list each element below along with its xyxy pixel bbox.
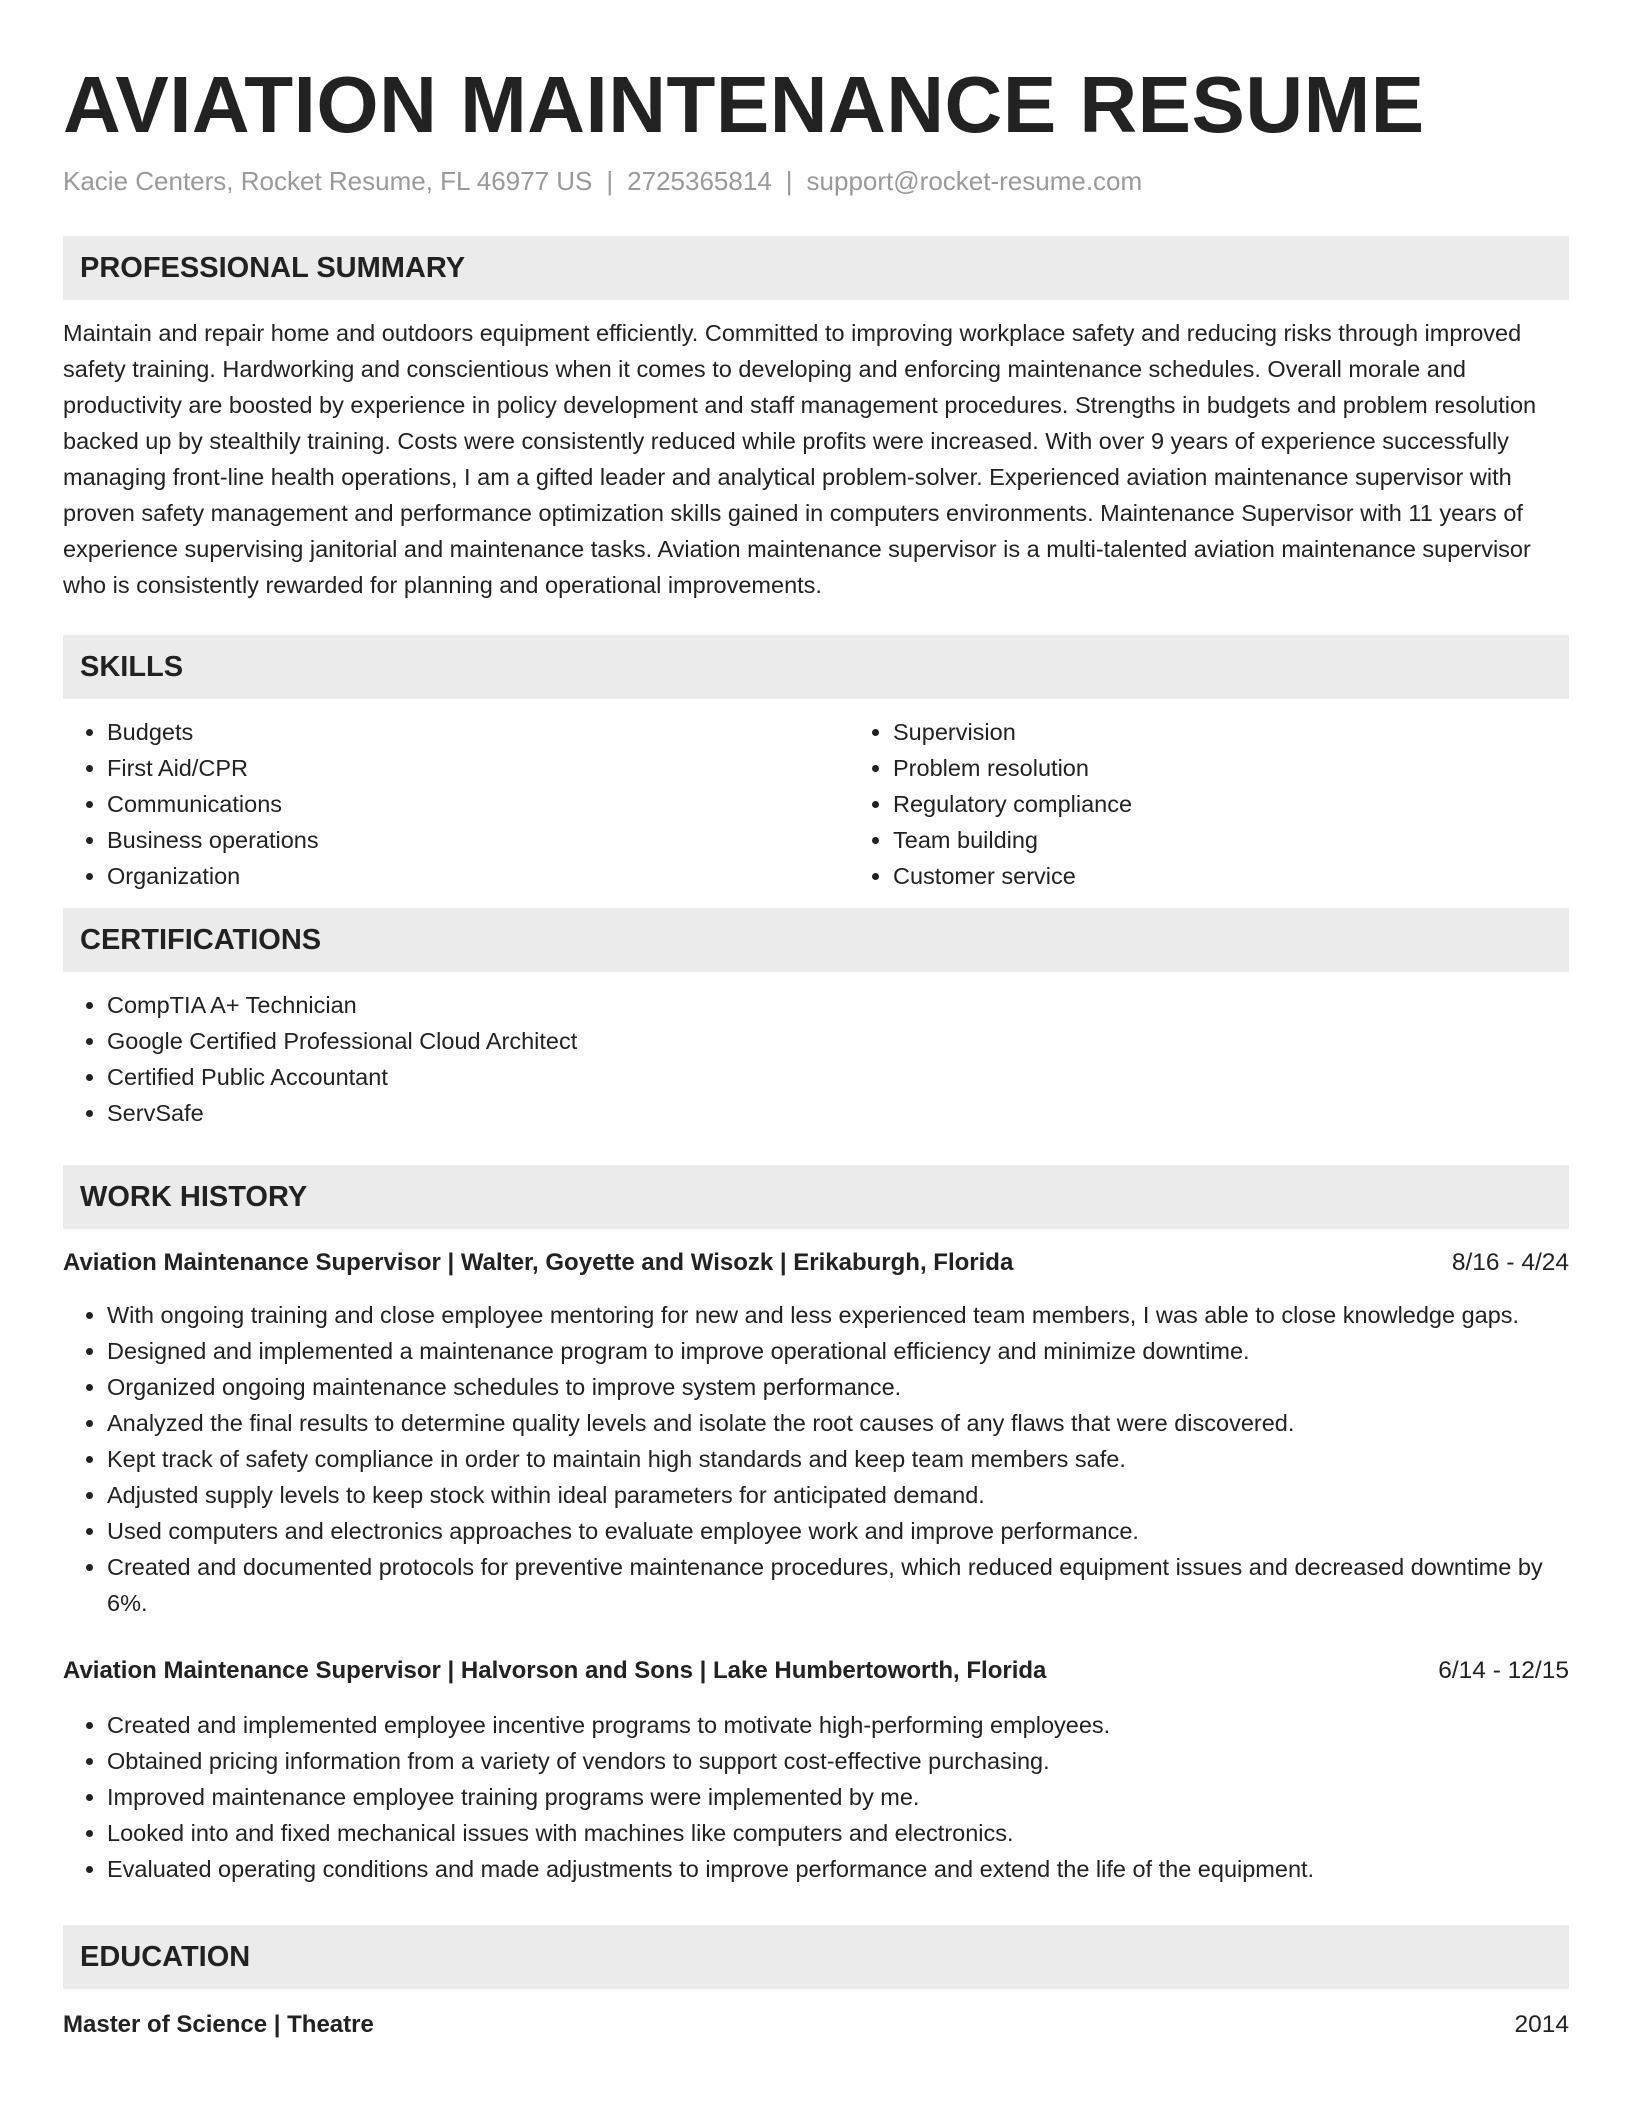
list-item: • Kept track of safety compliance in order to maintain high standards and keep team members safe. bbox=[107, 1441, 1569, 1477]
degree: Master of Science | Theatre bbox=[63, 2011, 374, 2038]
section-header-work-history: WORK HISTORY bbox=[63, 1165, 1569, 1229]
list-item: • Used computers and electronics approaches to evaluate employee work and improve performance. bbox=[107, 1513, 1569, 1549]
job-header bbox=[63, 1245, 1569, 1281]
section-header-skills: SKILLS bbox=[63, 635, 1569, 699]
section-header-summary: PROFESSIONAL SUMMARY bbox=[63, 236, 1569, 300]
contact-line bbox=[63, 164, 1569, 198]
list-item: • Created and implemented employee incentive programs to motivate high-performing employees. bbox=[107, 1707, 1569, 1743]
list-item: • With ongoing training and close employee mentoring for new and less experienced team members, I was able to close knowledge gaps. bbox=[107, 1297, 1569, 1333]
list-item: • Regulatory compliance bbox=[893, 786, 1569, 822]
job-title: Aviation Maintenance Supervisor | Halvorson and Sons | Lake Humbertoworth, Florida bbox=[63, 1657, 1047, 1684]
skills-list bbox=[63, 714, 1569, 894]
list-item: • First Aid/CPR bbox=[107, 750, 849, 786]
contact-separator: | bbox=[606, 166, 614, 196]
summary-text: Maintain and repair home and outdoors equipment efficiently. Committed to improving workplace safety and reducing risks through improved safety training. Hardworking and conscientious when it comes to developing and enforcing maintenance schedules. Overall morale and productivity are boosted by experience in policy development and staff management procedures. Strengths in budgets and problem resolution backed up by stealthily training. Costs were consistently reduced while profits were increased. With over 9 years of experience successfully managing front-line health operations, I am a gifted leader and analytical problem-solver. Experienced aviation maintenance supervisor with proven safety management and performance optimization skills gained in computers environments. Maintenance Supervisor with 11 years of experience supervising janitorial and maintenance tasks. Aviation maintenance supervisor is a multi-talented aviation maintenance supervisor who is consistently rewarded for planning and operational improvements. bbox=[63, 320, 1537, 598]
list-item: • CompTIA A+ Technician bbox=[107, 987, 1569, 1023]
list-item: • Created and documented protocols for preventive maintenance procedures, which reduced equipment issues and decreased downtime by 6%. bbox=[107, 1549, 1569, 1621]
contact-address: Kacie Centers, Rocket Resume, FL 46977 US bbox=[63, 166, 593, 196]
skills-column-right bbox=[849, 714, 1569, 894]
list-item: • Analyzed the final results to determine quality levels and isolate the root causes of any flaws that were discovered. bbox=[107, 1405, 1569, 1441]
list-item: • Looked into and fixed mechanical issues with machines like computers and electronics. bbox=[107, 1815, 1569, 1851]
list-item: • Evaluated operating conditions and made adjustments to improve performance and extend the life of the equipment. bbox=[107, 1851, 1569, 1887]
list-item: • Team building bbox=[893, 822, 1569, 858]
list-item: • Obtained pricing information from a variety of vendors to support cost-effective purchasing. bbox=[107, 1743, 1569, 1779]
list-item: • Organization bbox=[107, 858, 849, 894]
section-header-education: EDUCATION bbox=[63, 1925, 1569, 1989]
education-entry bbox=[63, 2007, 1569, 2043]
contact-separator: | bbox=[785, 166, 793, 196]
skills-column-left bbox=[63, 714, 849, 894]
contact-phone: 2725365814 bbox=[627, 166, 772, 196]
list-item: • Improved maintenance employee training programs were implemented by me. bbox=[107, 1779, 1569, 1815]
list-item: • Organized ongoing maintenance schedules to improve system performance. bbox=[107, 1369, 1569, 1405]
education-year: 2014 bbox=[1514, 2011, 1569, 2038]
list-item: • Budgets bbox=[107, 714, 849, 750]
list-item: • Customer service bbox=[893, 858, 1569, 894]
section-header-certifications: CERTIFICATIONS bbox=[63, 908, 1569, 972]
job-title: Aviation Maintenance Supervisor | Walter, Goyette and Wisozk | Erikaburgh, Florida bbox=[63, 1249, 1014, 1276]
list-item: • Business operations bbox=[107, 822, 849, 858]
resume-title: AVIATION MAINTENANCE RESUME bbox=[63, 60, 1425, 149]
job-dates: 8/16 - 4/24 bbox=[1451, 1249, 1569, 1276]
job-dates: 6/14 - 12/15 bbox=[1438, 1657, 1569, 1684]
list-item: • Designed and implemented a maintenance program to improve operational efficiency and minimize downtime. bbox=[107, 1333, 1569, 1369]
list-item: • ServSafe bbox=[107, 1095, 1569, 1131]
list-item: • Communications bbox=[107, 786, 849, 822]
job-bullets bbox=[63, 1707, 1569, 1887]
job-header bbox=[63, 1653, 1569, 1689]
job-bullets bbox=[63, 1297, 1569, 1621]
list-item: • Adjusted supply levels to keep stock within ideal parameters for anticipated demand. bbox=[107, 1477, 1569, 1513]
list-item: • Google Certified Professional Cloud Architect bbox=[107, 1023, 1569, 1059]
list-item: • Certified Public Accountant bbox=[107, 1059, 1569, 1095]
list-item: • Problem resolution bbox=[893, 750, 1569, 786]
list-item: • Supervision bbox=[893, 714, 1569, 750]
contact-email: support@rocket-resume.com bbox=[806, 166, 1143, 196]
certifications-list bbox=[63, 987, 1569, 1131]
